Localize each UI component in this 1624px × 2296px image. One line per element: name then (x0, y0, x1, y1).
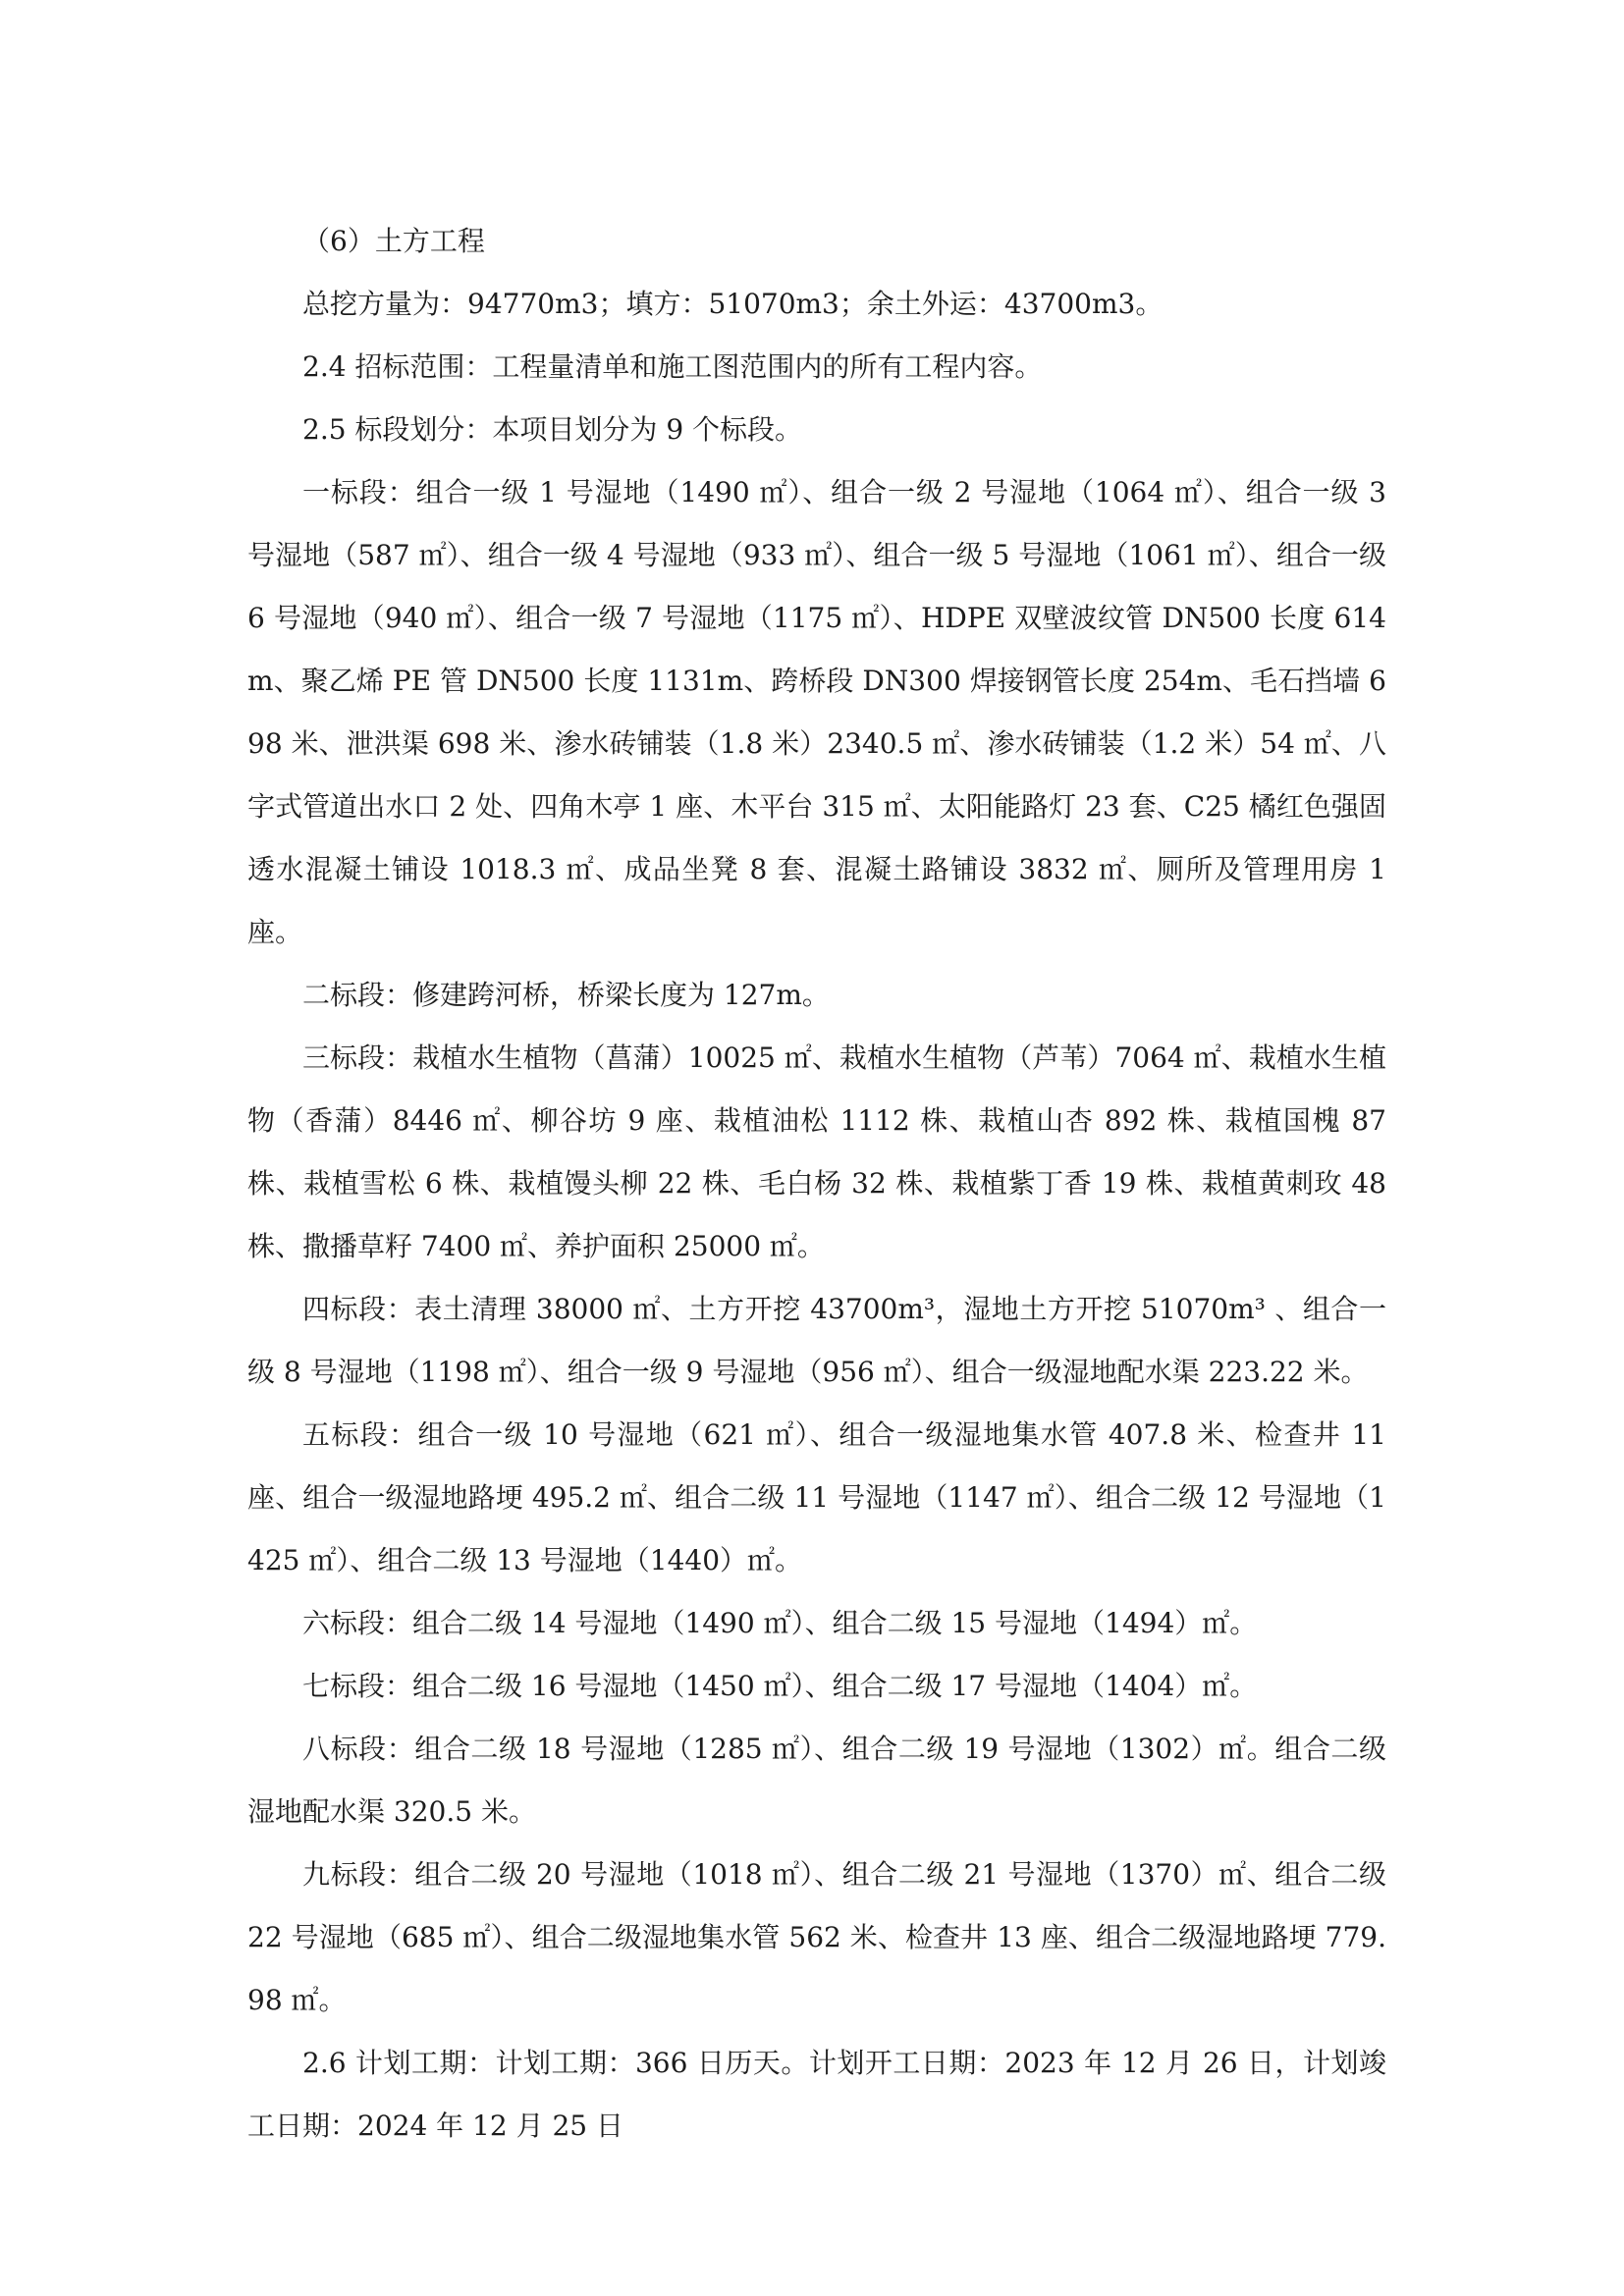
paragraph-lot-4: 四标段：表土清理 38000 ㎡、土方开挖 43700m³，湿地土方开挖 51070m³ 、组合一级 8 号湿地（1198 ㎡）、组合一级 9 号湿地（956 ㎡）、组合一级湿地配水渠 223.22 米。 (247, 1293, 1386, 1388)
paragraph-lot-6: 六标段：组合二级 14 号湿地（1490 ㎡）、组合二级 15 号湿地（1494）㎡。 (302, 1607, 1258, 1639)
paragraph-schedule: 2.6 计划工期：计划工期：366 日历天。计划开工日期：2023 年 12 月 26 日，计划竣工日期：2024 年 12 月 25 日 (247, 2047, 1386, 2142)
section-heading-earthwork: （6）土方工程 (302, 225, 485, 257)
paragraph-lot-5: 五标段：组合一级 10 号湿地（621 ㎡）、组合一级湿地集水管 407.8 米、检查井 11 座、组合一级湿地路埂 495.2 ㎡、组合二级 11 号湿地（1147 ㎡）、组合二级 12 号湿地（1425 ㎡）、组合二级 13 号湿地（1440）㎡。 (247, 1418, 1386, 1576)
paragraph-lot-division: 2.5 标段划分：本项目划分为 9 个标段。 (302, 413, 803, 446)
paragraph-lot-1: 一标段：组合一级 1 号湿地（1490 ㎡）、组合一级 2 号湿地（1064 ㎡）、组合一级 3 号湿地（587 ㎡）、组合一级 4 号湿地（933 ㎡）、组合一级 5 号湿地（1061 ㎡）、组合一级 6 号湿地（940 ㎡）、组合一级 7 号湿地（1175 ㎡）、HDPE 双壁波纹管 DN500 长度 614m、聚乙烯 PE 管 DN500 长度 1131m、跨桥段 DN300 焊接钢管长度 254m、毛石挡墙 698 米、泄洪渠 698 米、渗水砖铺装（1.8 米）2340.5 ㎡、渗水砖铺装（1.2 米）54 ㎡、八字式管道出水口 2 处、四角木亭 1 座、木平台 315 ㎡、太阳能路灯 23 套、C25 橘红色强固透水混凝土铺设 1018.3 ㎡、成品坐凳 8 套、混凝土路铺设 3832 ㎡、厕所及管理用房 1 座。 (247, 476, 1386, 948)
paragraph-bid-scope: 2.4 招标范围：工程量清单和施工图范围内的所有工程内容。 (302, 350, 1043, 383)
document-body (247, 210, 1386, 2158)
paragraph-lot-2: 二标段：修建跨河桥，桥梁长度为 127m。 (302, 979, 830, 1011)
paragraph-lot-3: 三标段：栽植水生植物（菖蒲）10025 ㎡、栽植水生植物（芦苇）7064 ㎡、栽植水生植物（香蒲）8446 ㎡、柳谷坊 9 座、栽植油松 1112 株、栽植山杏 892 株、栽植国槐 87 株、栽植雪松 6 株、栽植馒头柳 22 株、毛白杨 32 株、栽植紫丁香 19 株、栽植黄刺玫 48 株、撒播草籽 7400 ㎡、养护面积 25000 ㎡。 (247, 1041, 1386, 1262)
paragraph-lot-7: 七标段：组合二级 16 号湿地（1450 ㎡）、组合二级 17 号湿地（1404）㎡。 (302, 1670, 1258, 1702)
paragraph-lot-9: 九标段：组合二级 20 号湿地（1018 ㎡）、组合二级 21 号湿地（1370）㎡、组合二级 22 号湿地（685 ㎡）、组合二级湿地集水管 562 米、检查井 13 座、组合二级湿地路埂 779.98 ㎡。 (247, 1858, 1386, 2016)
paragraph-excavation-volume: 总挖方量为：94770m3；填方：51070m3；余土外运：43700m3。 (302, 288, 1164, 320)
paragraph-lot-8: 八标段：组合二级 18 号湿地（1285 ㎡）、组合二级 19 号湿地（1302）㎡。组合二级湿地配水渠 320.5 米。 (247, 1733, 1386, 1828)
